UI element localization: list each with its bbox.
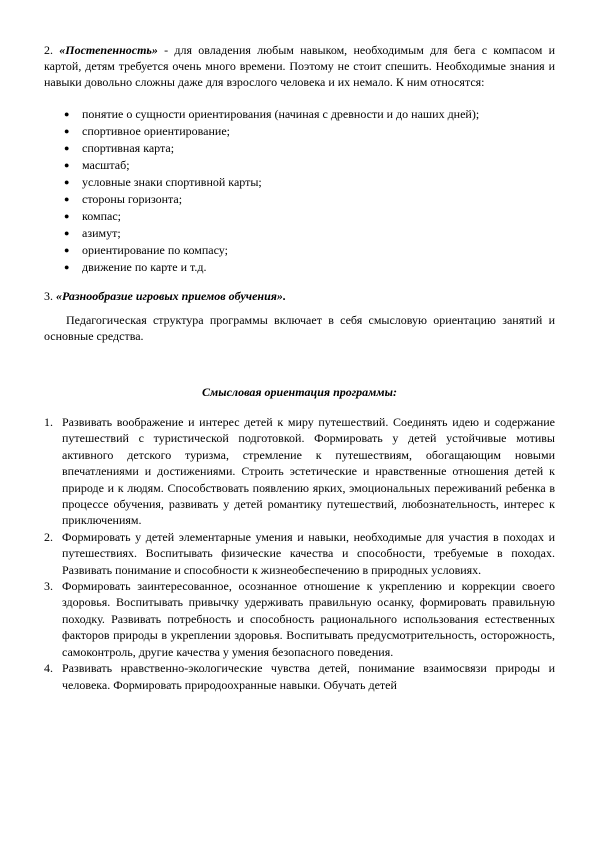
list-item: ● движение по карте и т.д. [64, 260, 207, 274]
bullet-icon: ● [64, 177, 70, 187]
item-number: 3. [44, 579, 53, 594]
bullet-icon: ● [64, 126, 70, 136]
goals-list [44, 414, 555, 693]
gradualness-paragraph [44, 42, 555, 90]
variety-tail: . [282, 289, 286, 303]
bullet-icon: ● [64, 228, 70, 238]
point-number: 2. [44, 43, 53, 57]
section-heading: Смысловая ориентация программы: [202, 385, 397, 399]
list-item: 3. Формировать заинтересованное, осознанное отношение к укреплению и коррекции своего здоровья. Воспитывать привычку удерживать правильную осанку, формировать правильную походку. Развивать потребность и способность рационального использования естественных факторов природы в укреплении здоровья. Воспитывать предусмотрительность, осторожность, самоконтроль, другие качества у умения безопасного поведения. [44, 579, 555, 659]
document-page [44, 42, 555, 693]
structure-paragraph: Педагогическая структура программы включает в себя смысловую ориентацию занятий и основные средства. [44, 313, 555, 343]
bullet-icon: ● [64, 143, 70, 153]
list-item: ● стороны горизонта; [64, 192, 183, 206]
list-item: 4. Развивать нравственно-экологические чувства детей, понимание взаимосвязи природы и человека. Формировать природоохранные навыки. Обучать детей [44, 661, 555, 692]
skills-list [44, 106, 555, 276]
gradualness-text: - для овладения любым навыком, необходимым для бега с компасом и картой, детям требуется очень много времени. Поэтому не стоит спешить. Необходимые знания и навыки довольно сложны даже для взрослого человека и их немало. К ним относятся: [44, 43, 555, 89]
bullet-icon: ● [64, 160, 70, 170]
list-item: ● понятие о сущности ориентирования (начиная с древности и до наших дней); [64, 107, 480, 121]
item-number: 2. [44, 529, 53, 544]
list-item: 2. Формировать у детей элементарные умения и навыки, необходимые для участия в походах и путешествиях. Воспитывать физические качества и способности, требуемые в походах. Развивать понимание и способности к жизнеобеспечению в природных условиях. [44, 529, 555, 577]
bullet-icon: ● [64, 211, 70, 221]
bullet-icon: ● [64, 245, 70, 255]
bullet-icon: ● [64, 194, 70, 204]
list-item: ● масштаб; [64, 158, 130, 172]
list-item: ● компас; [64, 209, 121, 223]
list-item: ● спортивная карта; [64, 141, 175, 155]
bullet-icon: ● [64, 262, 70, 272]
item-number: 1. [44, 415, 53, 429]
list-item: ● условные знаки спортивной карты; [64, 175, 262, 189]
variety-paragraph [44, 288, 555, 304]
list-item: ● спортивное ориентирование; [64, 124, 230, 138]
item-number: 4. [44, 661, 53, 676]
variety-term: «Разнообразие игровых приемов обучения» [56, 289, 283, 303]
point-number: 3. [44, 289, 53, 303]
bullet-icon: ● [64, 109, 70, 119]
list-item: ● азимут; [64, 226, 121, 240]
list-item: 1. Развивать воображение и интерес детей к миру путешествий. Соединять идею и содержание путешествий с туристической подготовкой. Формировать у детей устойчивые мотивы активного детского туризма, стремление к путешествиям, обогащающим новыми впечатлениями и достижениями. Строить эстетические и нравственные отношения детей к природе и к людям. Способствовать появлению ярких, эмоциональных переживаний ребенка в процессе обучения, развивать у детей романтику путешествий, любознательность, интерес к приключениям. [44, 415, 555, 528]
list-item: ● ориентирование по компасу; [64, 243, 228, 257]
gradualness-term: «Постепенность» [59, 43, 158, 57]
